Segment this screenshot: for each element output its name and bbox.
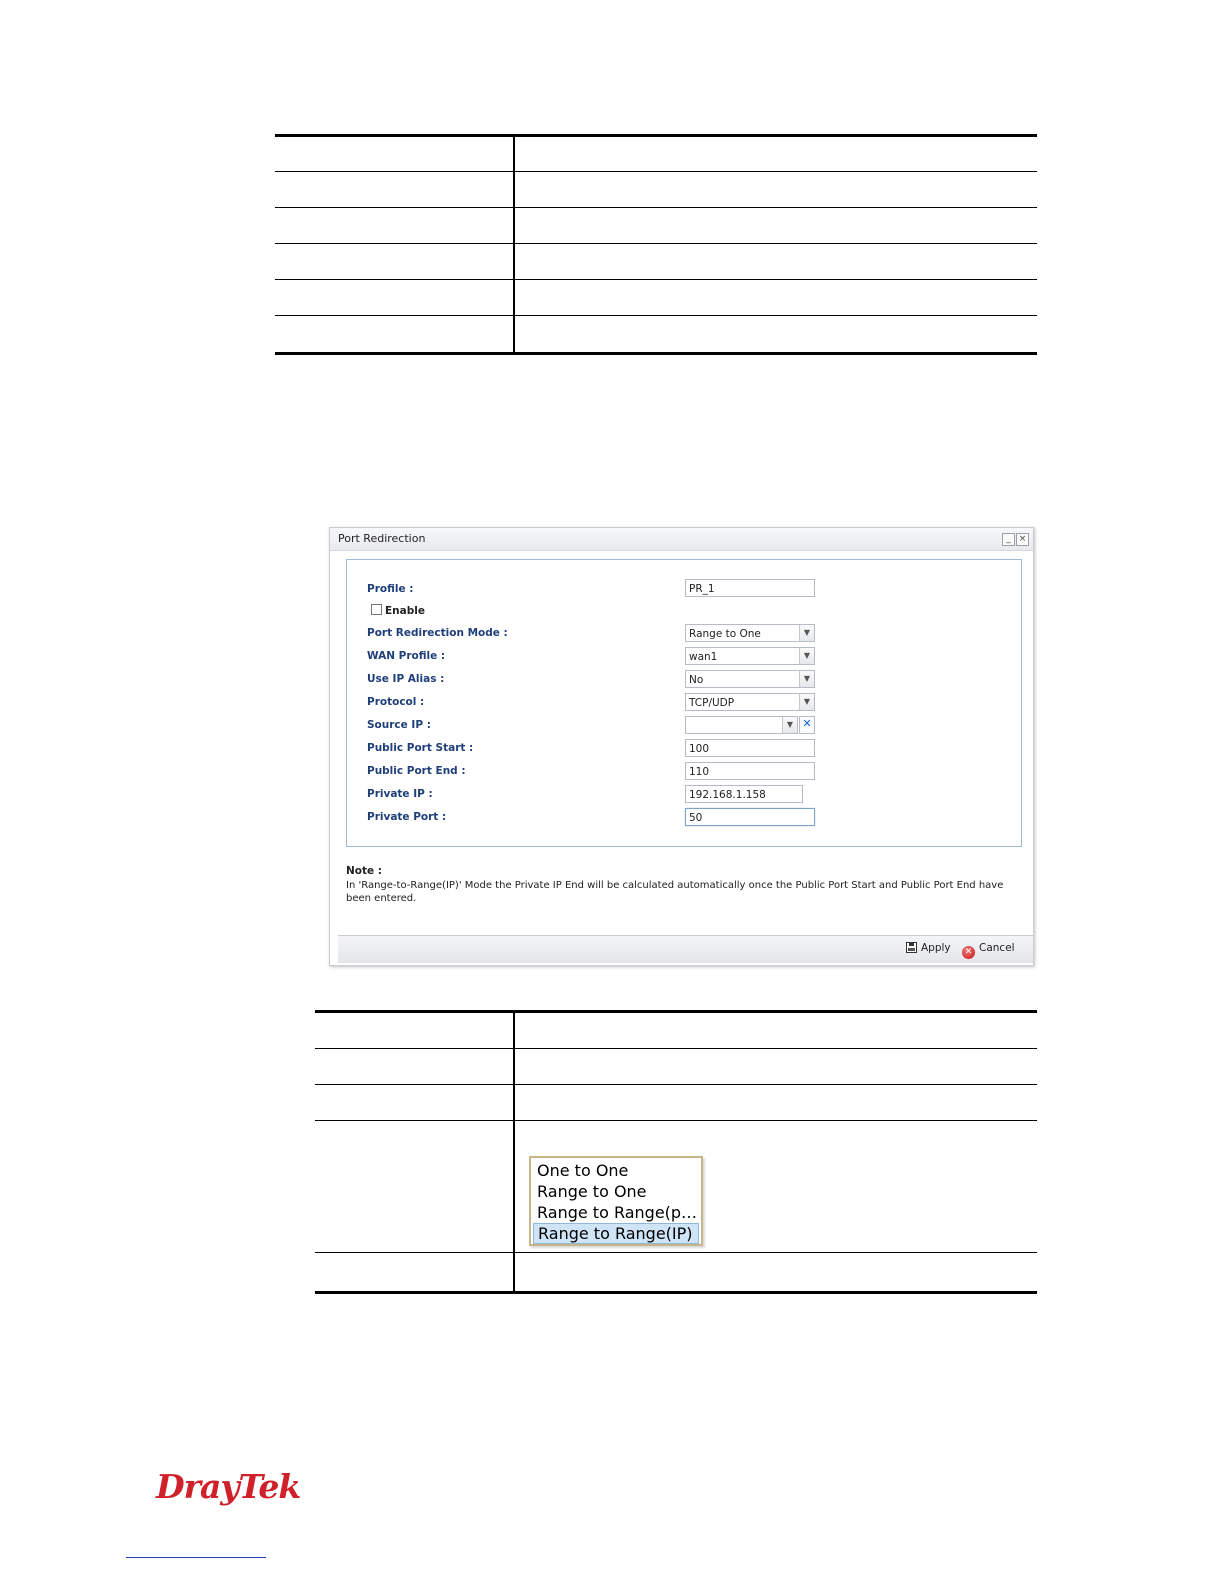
private-ip-input[interactable]: 192.168.1.158 [685, 785, 803, 803]
wan-profile-label: WAN Profile : [367, 650, 446, 662]
mode-select[interactable] [685, 624, 815, 642]
chevron-down-icon[interactable]: ▼ [799, 648, 814, 664]
chevron-down-icon[interactable]: ▼ [799, 694, 814, 710]
private-ip-label: Private IP : [367, 788, 433, 800]
enable-checkbox-row[interactable] [371, 604, 425, 617]
profile-input[interactable]: PR_1 [685, 579, 815, 597]
window-footer [338, 935, 1033, 963]
mode-label: Port Redirection Mode : [367, 627, 508, 639]
save-icon [906, 942, 917, 953]
private-port-label: Private Port : [367, 811, 447, 823]
close-icon[interactable]: × [1016, 533, 1029, 546]
public-port-end-input[interactable]: 110 [685, 762, 815, 780]
table-row [315, 1048, 1037, 1085]
mode-option-selected[interactable]: Range to Range(IP) [533, 1223, 699, 1244]
table-row [275, 207, 1037, 244]
protocol-select-value: TCP/UDP [689, 697, 735, 709]
table-bottom-rule [275, 352, 1037, 355]
table-bottom-rule [315, 1291, 1037, 1294]
table-row [275, 279, 1037, 316]
apply-button[interactable] [906, 942, 951, 954]
use-ip-alias-label: Use IP Alias : [367, 673, 445, 685]
column-divider [513, 134, 515, 355]
draytek-logo: DrayTek [156, 1467, 301, 1506]
table-row [275, 171, 1037, 208]
chevron-down-icon[interactable]: ▼ [799, 671, 814, 687]
cancel-button-label: Cancel [979, 942, 1015, 954]
protocol-label: Protocol : [367, 696, 425, 708]
wan-profile-select[interactable] [685, 647, 815, 665]
apply-button-label: Apply [921, 942, 951, 954]
cancel-button[interactable] [962, 942, 1015, 959]
description-table-1 [275, 134, 1037, 355]
use-ip-alias-select[interactable] [685, 670, 815, 688]
source-ip-select[interactable] [685, 716, 798, 734]
footer-rule [126, 1557, 266, 1558]
window-title: Port Redirection [338, 532, 426, 545]
use-ip-alias-select-value: No [689, 674, 704, 686]
table-row [275, 134, 1037, 172]
table-row [275, 243, 1037, 280]
public-port-end-label: Public Port End : [367, 765, 466, 777]
description-table-2 [315, 1010, 1037, 1294]
window-titlebar[interactable] [330, 528, 1033, 551]
source-ip-label: Source IP : [367, 719, 431, 731]
public-port-start-input[interactable]: 100 [685, 739, 815, 757]
note-title: Note : [346, 865, 382, 877]
column-divider [513, 1010, 515, 1294]
enable-checkbox[interactable] [371, 604, 382, 615]
clear-source-ip-icon[interactable]: ✕ [799, 716, 815, 734]
chevron-down-icon[interactable]: ▼ [799, 625, 814, 641]
chevron-down-icon[interactable]: ▼ [782, 717, 797, 733]
port-redirection-mode-dropdown-list[interactable] [529, 1156, 703, 1246]
wan-profile-select-value: wan1 [689, 651, 718, 663]
mode-select-value: Range to One [689, 628, 761, 640]
cancel-icon: ✕ [962, 946, 975, 959]
protocol-select[interactable] [685, 693, 815, 711]
mode-option[interactable]: One to One [537, 1161, 629, 1180]
profile-label: Profile : [367, 583, 414, 595]
port-redirection-window [329, 527, 1034, 966]
enable-label: Enable [385, 605, 425, 617]
note-text: In 'Range-to-Range(IP)' Mode the Private IP End will be calculated automatically once the Public Port Start and Public Port End have been entered. [346, 880, 1004, 904]
mode-option[interactable]: Range to Range(p… [537, 1203, 698, 1222]
minimize-icon[interactable]: _ [1002, 533, 1015, 546]
private-port-input[interactable]: 50 [685, 808, 815, 826]
table-row [315, 1084, 1037, 1121]
mode-option[interactable]: Range to One [537, 1182, 647, 1201]
public-port-start-label: Public Port Start : [367, 742, 474, 754]
form-panel [346, 559, 1022, 847]
table-row [315, 1010, 1037, 1049]
